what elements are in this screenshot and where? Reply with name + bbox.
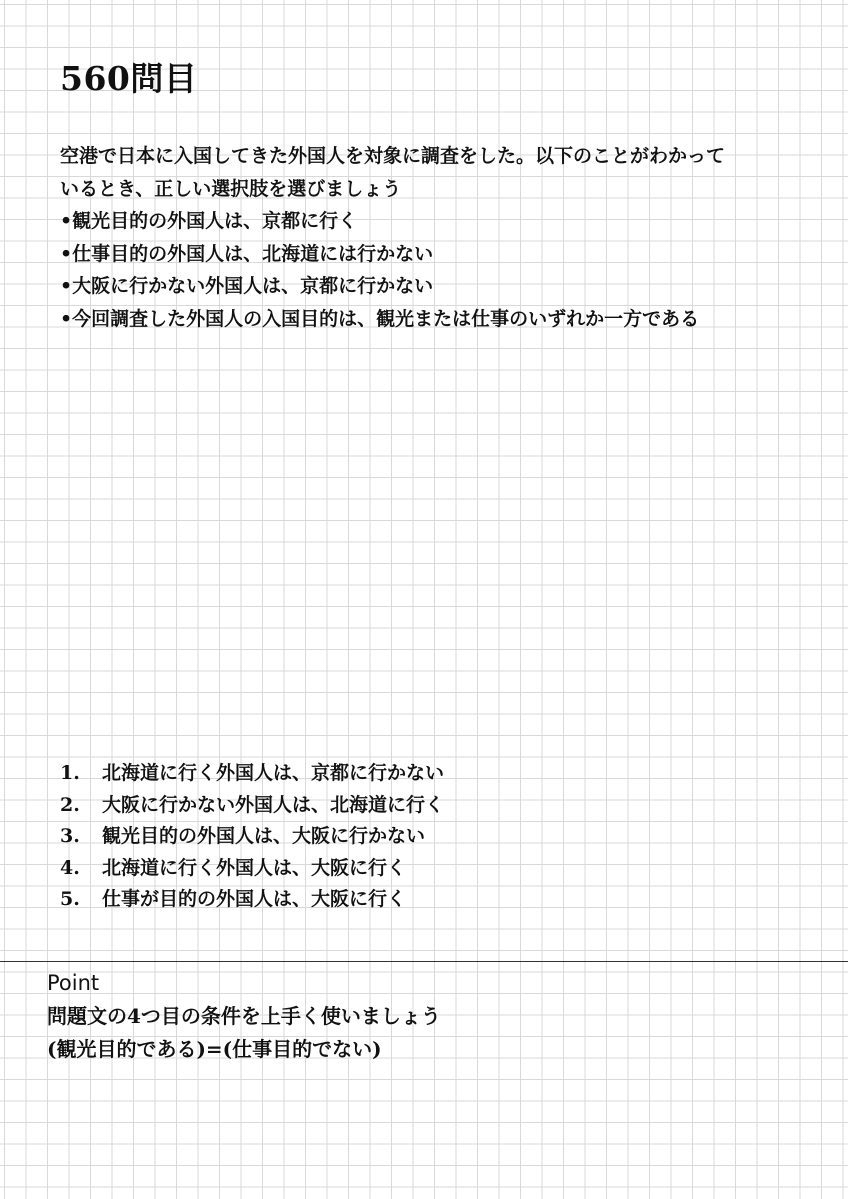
condition-item: •大阪に行かない外国人は、京都に行かない xyxy=(60,275,434,297)
choice-text: 観光目的の外国人は、大阪に行かない xyxy=(102,825,426,847)
condition-item: •仕事目的の外国人は、北海道には行かない xyxy=(60,242,434,265)
choice-text: 大阪に行かない外国人は、北海道に行く xyxy=(102,793,445,816)
page-title: 560問目 xyxy=(60,59,198,98)
point-heading: Point xyxy=(47,971,100,995)
point-line: 問題文の4つ目の条件を上手く使いましょう xyxy=(47,1004,441,1028)
choice-number: 4. xyxy=(60,856,80,879)
choice-item-5 xyxy=(60,884,760,916)
choice-text: 北海道に行く外国人は、大阪に行く xyxy=(102,856,407,879)
question-statement xyxy=(60,140,820,335)
choice-number: 1. xyxy=(60,762,80,784)
choice-item-3 xyxy=(60,821,760,853)
choice-item-4 xyxy=(60,853,760,885)
question-line: 空港で日本に入国してきた外国人を対象に調査をした。以下のことがわかって xyxy=(60,145,726,167)
choice-number: 3. xyxy=(60,825,80,847)
condition-item: •今回調査した外国人の入国目的は、観光または仕事のいずれか一方である xyxy=(60,307,700,330)
answer-choices xyxy=(60,758,760,916)
choice-item-1 xyxy=(60,758,760,790)
question-line: いるとき、正しい選択肢を選びましょう xyxy=(60,177,402,200)
choice-text: 仕事が目的の外国人は、大阪に行く xyxy=(102,888,407,910)
choice-item-2 xyxy=(60,790,760,822)
section-divider xyxy=(0,961,848,962)
condition-item: •観光目的の外国人は、京都に行く xyxy=(60,210,358,232)
choice-number: 2. xyxy=(60,793,80,816)
point-section xyxy=(47,966,827,1066)
choice-number: 5. xyxy=(60,888,80,910)
choice-text: 北海道に行く外国人は、京都に行かない xyxy=(102,762,445,784)
point-line: (観光目的である)=(仕事目的でない) xyxy=(47,1037,382,1061)
